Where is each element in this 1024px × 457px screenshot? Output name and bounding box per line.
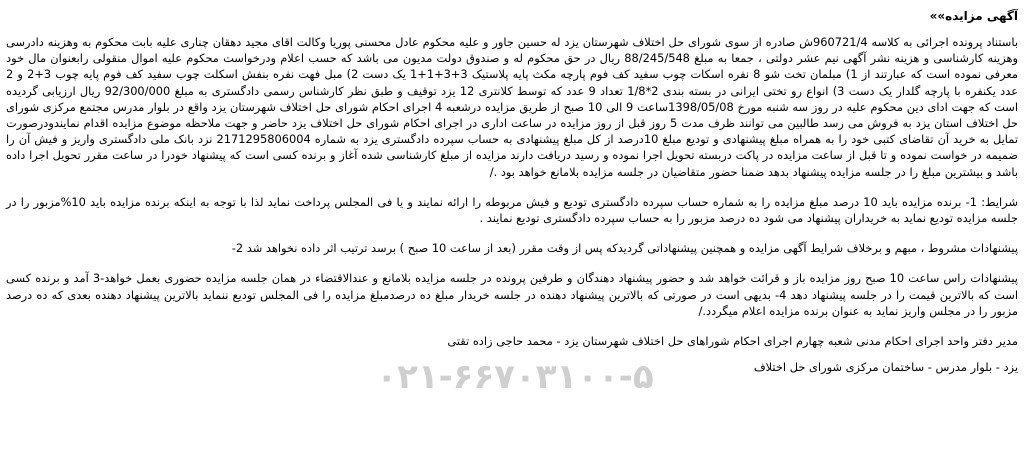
document <box>6 0 1018 457</box>
page-title: آگهی مزایده»» <box>929 9 1018 23</box>
main-paragraph: باستناد پرونده اجرائی به کلاسه 960721/4ش صادره از سوی شورای حل اختلاف شهرستان یزد له حسین جاور و علیه محکوم عادل محسنی پوریا وکالت اقای مجید دهقان چناری علیه بابت محکوم به وهزینه دادرسی وهزینه کارشناسی و هزینه نشر آگهی نیم عشر دولتی ، جمعا به مبلغ 88/245/548 ریال در حق محکوم له و صندوق دولت مدیون می باشد که حسب اعلام ودرخواست محکوم علیه اموال منقولی رابعنوان مال خود معرفی نموده است که عبارتند از 1) مبلمان تخت شو 8 نفره اسکات چوب سفید کف فوم پارچه مکث پایه پلاستیک 3+3+1+1 یک دست 2) مبل فهت نفره بنفش اسکلت چوب سفید کف فوم پایه چوب 3+2 و 2 عدد یکنفره با پارچه گلدار یک دست 3) انواع رو تختی ایرانی در بسته بندی 2*1/8 تعداد 9 عدد که توسط کلانتری 12 یزد توقیف و طبق نظر کارشناس رسمی دادگستری به مبلغ 92/300/000 ریال ارزیابی گردیده است که جهت ادای دین محکوم علیه در روز سه شنبه مورخ 1398/05/08ساعت 9 الی 10 صبح از طریق مزایده درشعبه 4 اجرای احکام شورای حل اختلاف شهرستان یزد واقع در بلوار مدرس مجتمع مرکزی شورای حل اختلاف استان یزد به فروش می رسد طالبین می توانند ظرف مدت 5 روز قبل از روز مزایده در ساعت اداری در اجرای احکام شورای حل اختلاف یزد حاضر و جهت ملاحظه موضوع مزایده اقدام نمایندودرصورت تمایل به خرید آن تقاضای کتبی خود را به همراه مبلغ پیشنهادی و تودیع مبلغ 10درصد از کل مبلغ پیشنهادی به حساب سپرده دادگستری یزد به شماره 2171295806004 نزد بانک ملی دادگستری واریز و فیش آن را ضمیمه در خواست نموده و تا قبل از ساعت مزایده در پاکت دربسته تحویل اجرا نموده و رسید دریافت دارند مزایده از مبلغ کارشناسی شده آغاز و برنده کسی است که پیشنهاد خودرا در ساعت مقرر تحویل اجرا داده باشد و بیشترین مبلغ را در جلسه مزایده پیشنهاد بدهد ضمنا حضور متقاضیان در جلسه مزایده بلامانع خواهد بود ./ <box>6 35 1019 179</box>
conditions-paragraph-1: شرایط: 1- برنده مزایده باید 10 درصد مبلغ مزایده را به شماره حساب سپرده دادگستری تودیع و فیش مربوطه را ارائه نمایند و یا فی المجلس پرداخت نماید لذا با توجه به اینکه برنده مزایده باید 10%مزبور را در جلسه مزایده تودیع نماید به خریداران پیشنهاد می شود ده درصد مزبور را به حساب سپرده دادگستری تودیع نمایند . <box>6 194 1019 226</box>
conditions-paragraph-2: پیشنهادات مشروط ، مبهم و برخلاف شرایط آگهی مزایده و همچنین پیشنهاداتی گردیدکه پس از وقت مقرر (بعد از ساعت 10 صبح ) برسد ترتیب اثر داده نخواهد شد 2- <box>231 241 1018 256</box>
phone-watermark: ۰۲۱-۶۶۷۰۳۱۰۰-۵ <box>376 357 654 397</box>
address-line: یزد - بلوار مدرس - ساختمان مرکزی شورای حل اختلاف <box>753 360 1018 375</box>
conditions-paragraph-3: پیشنهادات راس ساعت 10 صبح روز مزایده باز و قرائت خواهد شد و حضور پیشنهاد دهندگان و طرفین پرونده در جلسه مزایده بلامانع و عندالاقتضاء در همان جلسه مزایده حضوری بعمل خواهد-3 آمد و برنده کسی است که بالاترین قیمت را در جلسه پیشنهاد دهد 4- بدیهی است در صورتی که بالاترین پیشنهاد دهنده در جلسه خریدار مبلغ ده درصدمبلغ مزایده را فی المجلس تودیع ننماید بالاترین پیشنهاد دهنده بعدی که ده درصد مزبور را در مجلس واریز نماید به عنوان برنده مزایده اعلام میگردد./ <box>6 271 1018 318</box>
signature-line: مدیر دفتر واحد اجرای احکام مدنی شعبه چهارم اجرای احکام شوراهای حل اختلاف شهرستان یزد - محمد حاجی زاده تقتی <box>447 334 1018 349</box>
